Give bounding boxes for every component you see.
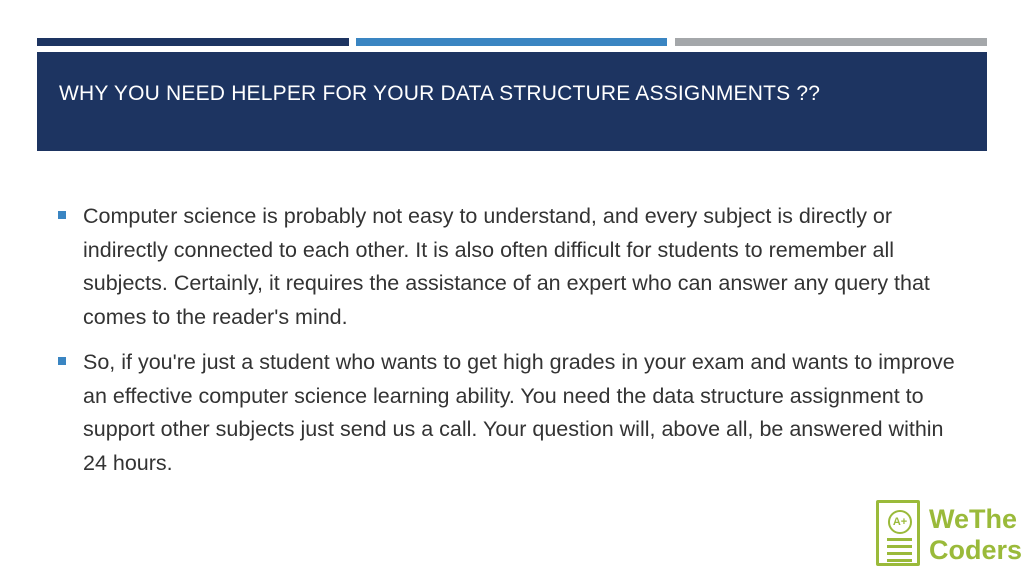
bullet-item [58,200,958,334]
slide-title: WHY YOU NEED HELPER FOR YOUR DATA STRUCTURE ASSIGNMENTS ?? [59,82,821,105]
doc-line [887,545,912,548]
square-bullet-icon [58,357,66,365]
bullet-item [58,346,958,480]
square-bullet-icon [58,211,66,219]
accent-bar-gray [675,38,987,46]
document-grade-icon [876,500,920,566]
bullet-text: So, if you're just a student who wants to get high grades in your exam and wants to improve an effective computer science learning ability. You need the data structure assignment to support other subjects just send us a call. Your question will, above all, be answered within 24 hours. [83,350,955,475]
accent-bar-blue [356,38,667,46]
title-band [37,52,987,151]
wethecoders-logo [876,500,1022,572]
slide-body [58,200,958,492]
doc-line [887,559,912,562]
doc-line [887,538,912,541]
bullet-text: Computer science is probably not easy to understand, and every subject is directly or indirectly connected to each other. It is also often difficult for students to remember all subjects. Certainly, it requires the assistance of an expert who can answer any query that comes to the reader's mind. [83,204,930,329]
grade-badge: A+ [888,510,912,534]
logo-wordmark-line2: Coders [929,535,1023,565]
doc-line [887,552,912,555]
accent-bar-navy [37,38,349,46]
logo-wordmark-line1: WeThe [929,504,1018,534]
